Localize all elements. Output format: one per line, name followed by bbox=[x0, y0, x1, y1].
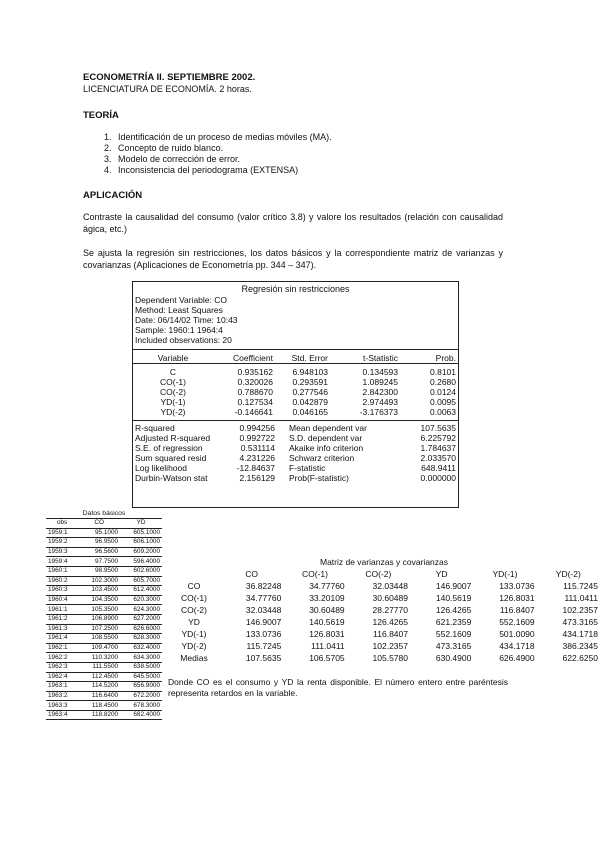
col-header: YD(-1) bbox=[492, 569, 518, 579]
col-header: Variable bbox=[157, 353, 189, 363]
table-row: CO(-2) 32.03448 30.60489 28.27770 126.4265 116.8407 102.2357 bbox=[181, 605, 598, 615]
exam-title: ECONOMETRÍA II. SEPTIEMBRE 2002. bbox=[83, 72, 256, 83]
regression-info-line: Sample: 1960:1 1964:4 bbox=[135, 325, 223, 335]
coefficient-table bbox=[133, 353, 458, 417]
datos-title: Datos básicos bbox=[46, 509, 162, 519]
col-header: CO bbox=[245, 569, 259, 579]
matriz-title: Matriz de varianzas y covarianzas bbox=[319, 557, 449, 567]
table-row: 1961:3 107.2500 626.6000 bbox=[48, 624, 160, 632]
table-row: Durbin-Watson stat 2.156129 Prob(F-statistic) 0.000000 bbox=[135, 473, 456, 483]
table-row: Adjusted R-squared 0.992722 S.D. dependent var 6.225792 bbox=[135, 433, 456, 443]
table-row: 1963:1 114.5200 656.9000 bbox=[48, 682, 160, 690]
datos-basicos bbox=[46, 509, 162, 720]
table-row: CO 36.82248 34.77760 32.03448 146.9007 133.0736 115.7245 bbox=[187, 581, 598, 591]
matriz-covarianzas bbox=[168, 557, 600, 664]
table-row: 1962:2 110.3200 634.3000 bbox=[48, 653, 160, 661]
aplicacion-para-2: Se ajusta la regresión sin restricciones, los datos básicos y la correspondiente matriz de varianzas y covarianzas (Aplicaciones de Econometría pp. 344 – 347). bbox=[83, 248, 503, 270]
table-row: 1963:3 118.4500 678.3000 bbox=[48, 701, 160, 709]
col-header: YD bbox=[435, 569, 448, 579]
col-header: obs bbox=[46, 519, 78, 528]
teoria-heading: TEORÍA bbox=[83, 110, 119, 121]
table-row: 1962:4 112.4500 645.5000 bbox=[48, 672, 160, 680]
table-row: CO(-2) 0.788670 0.277546 2.842300 0.0124 bbox=[160, 387, 456, 397]
regression-info-line: Dependent Variable: CO bbox=[135, 295, 227, 305]
table-row: Sum squared resid 4.231226 Schwarz criterion 2.033570 bbox=[135, 453, 456, 463]
col-header: t-Statistic bbox=[363, 353, 398, 363]
datos-header-row bbox=[46, 519, 162, 528]
aplicacion-heading: APLICACIÓN bbox=[83, 190, 143, 201]
table-row: 1959:2 96.9500 606.1000 bbox=[48, 538, 160, 546]
table-row: R-squared 0.994256 Mean dependent var 107.5635 bbox=[135, 423, 456, 433]
table-row: 1960:2 102.3000 605.7000 bbox=[48, 576, 160, 584]
col-header: CO(-1) bbox=[302, 569, 328, 579]
table-row: 1961:2 106.8900 627.2000 bbox=[48, 615, 160, 623]
col-header: YD bbox=[120, 519, 162, 528]
col-header: Coefficient bbox=[232, 353, 273, 363]
teoria-item: 4. Inconsistencia del periodograma (EXTENSA) bbox=[104, 165, 299, 175]
table-row: YD(-2) -0.146641 0.046165 -3.176373 0.0063 bbox=[160, 407, 456, 417]
matriz-note: Donde CO es el consumo y YD la renta disponible. El número entero entre paréntesis representa retardos en la variable. bbox=[168, 677, 508, 698]
table-row: 1960:1 98.9500 602.6000 bbox=[48, 567, 160, 575]
table-row: 1960:4 104.3500 620.3000 bbox=[48, 596, 160, 604]
table-row: 1962:3 111.5500 638.5000 bbox=[48, 663, 160, 671]
table-row: 1959:4 97.7500 596.4000 bbox=[48, 557, 160, 565]
col-header: CO bbox=[78, 519, 120, 528]
teoria-item: 1. Identificación de un proceso de medias móviles (MA). bbox=[104, 132, 332, 142]
table-row: YD(-1) 0.127534 0.042879 2.974493 0.0095 bbox=[160, 397, 456, 407]
table-row: YD 146.9007 140.5619 126.4265 621.2359 552.1609 473.3165 bbox=[188, 617, 598, 627]
table-row: 1963:4 118.8200 682.4000 bbox=[48, 711, 160, 719]
matriz-header-row bbox=[168, 568, 600, 580]
table-row: C 0.935162 6.948103 0.134593 0.8101 bbox=[169, 367, 456, 377]
teoria-list bbox=[104, 132, 424, 176]
exam-subtitle: LICENCIATURA DE ECONOMÍA. 2 horas. bbox=[83, 84, 252, 94]
col-header: YD(-2) bbox=[555, 569, 581, 579]
table-row: YD(-1) 133.0736 126.8031 116.8407 552.1609 501.0090 434.1718 bbox=[181, 629, 598, 639]
matriz-table bbox=[168, 568, 600, 664]
table-row: YD(-2) 115.7245 111.0411 102.2357 473.3165 434.1718 386.2345 bbox=[181, 641, 598, 651]
aplicacion-para-1: Contraste la causalidad del consumo (valor crítico 3.8) y valore los resultados (relación con causalidad ágica, etc.) bbox=[83, 212, 503, 234]
regression-stats-table bbox=[133, 423, 458, 483]
table-row: 1963:2 116.6400 672.2000 bbox=[48, 691, 160, 699]
datos-table bbox=[46, 519, 162, 720]
table-row: 1961:1 105.3500 624.3000 bbox=[48, 605, 160, 613]
regression-info-line: Date: 06/14/02 Time: 10:43 bbox=[135, 315, 238, 325]
table-row: S.E. of regression 0.531114 Akaike info criterion 1.784637 bbox=[135, 443, 456, 453]
coefficient-header-row bbox=[133, 353, 458, 364]
table-row: Medias 107.5635 106.5705 105.5780 630.4900 626.4900 622.6250 bbox=[180, 653, 598, 663]
table-row: 1961:4 108.5500 628.3000 bbox=[48, 634, 160, 642]
table-row: CO(-1) 0.320026 0.293591 1.089245 0.2680 bbox=[160, 377, 456, 387]
teoria-item: 2. Concepto de ruido blanco. bbox=[104, 143, 224, 153]
table-row: CO(-1) 34.77760 33.20109 30.60489 140.5619 126.8031 111.0411 bbox=[181, 593, 598, 603]
table-row: 1959:1 95.1000 605.1000 bbox=[48, 528, 160, 536]
col-header: Prob. bbox=[435, 353, 456, 363]
table-row: 1962:1 109.4700 632.4000 bbox=[48, 644, 160, 652]
col-header: CO(-2) bbox=[365, 569, 392, 579]
regression-output bbox=[132, 281, 459, 508]
regression-title: Regresión sin restricciones bbox=[241, 284, 350, 294]
regression-info-line: Method: Least Squares bbox=[135, 305, 223, 315]
col-header: Std. Error bbox=[291, 353, 328, 363]
table-row: 1959:3 96.5600 609.2000 bbox=[48, 548, 160, 556]
table-row: 1960:3 103.4500 612.4000 bbox=[48, 586, 160, 594]
table-row: Log likelihood -12.84637 F-statistic 648.9411 bbox=[135, 463, 456, 473]
regression-info-line: Included observations: 20 bbox=[135, 335, 232, 345]
teoria-item: 3. Modelo de corrección de error. bbox=[104, 154, 241, 164]
